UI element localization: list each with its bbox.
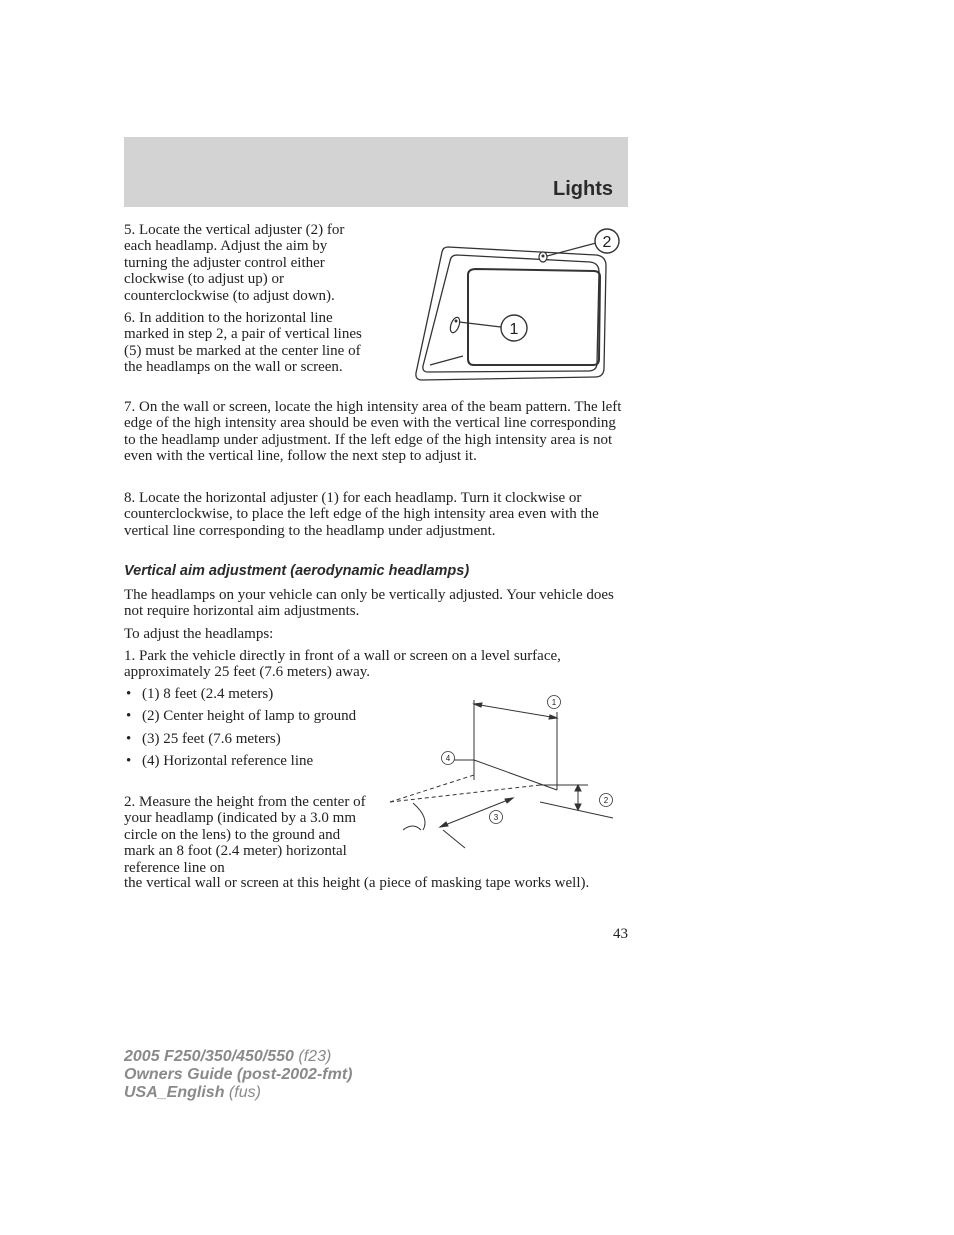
figure1-callout-2: 2 bbox=[602, 234, 612, 251]
figure2-callout-3: 3 bbox=[493, 813, 499, 822]
vertical-step-2-paragraph: 2. Measure the height from the center of your headlamp (indicated by a 3.0 mm circle on the lens) to the ground and mark an 8 foot (2.4 meter) horizontal reference line on bbox=[124, 794, 366, 876]
footer-language: USA_English bbox=[124, 1084, 225, 1101]
page-number: 43 bbox=[613, 926, 628, 942]
section-title: Lights bbox=[553, 178, 613, 200]
vertical-adjuster-icon bbox=[539, 252, 547, 262]
figure2-callout-2: 2 bbox=[603, 796, 609, 805]
list-item: • (3) 25 feet (7.6 meters) bbox=[126, 730, 281, 747]
footer-language-code: (fus) bbox=[228, 1084, 261, 1101]
step-7-paragraph: 7. On the wall or screen, locate the high intensity area of the beam pattern. The left edge of the high intensity area should be even with the vertical line corresponding to the headlamp under adjustment. If the left edge of the high intensity area is not even with the vertical line, follow the next step to adjust it. bbox=[124, 399, 622, 465]
vertical-aim-subheading: Vertical aim adjustment (aerodynamic headlamps) bbox=[124, 563, 470, 579]
aiming-distance-figure bbox=[385, 690, 625, 855]
list-item: • (4) Horizontal reference line bbox=[126, 753, 314, 770]
bullet-icon: • bbox=[126, 730, 132, 747]
intro-paragraph: The headlamps on your vehicle can only be vertically adjusted. Your vehicle does not require horizontal aim adjustments. bbox=[124, 587, 614, 620]
bullet-icon: • bbox=[126, 753, 132, 770]
bullet-icon: • bbox=[126, 708, 132, 725]
list-item: • (1) 8 feet (2.4 meters) bbox=[126, 686, 274, 702]
adjust-intro-paragraph: To adjust the headlamps: bbox=[124, 626, 274, 642]
footer-model-code: (f23) bbox=[298, 1048, 332, 1065]
section-header bbox=[124, 137, 628, 207]
step-5-paragraph: 5. Locate the vertical adjuster (2) for each headlamp. Adjust the aim by turning the adjuster control either clockwise (to adjust up) or counterclockwise (to adjust down). bbox=[124, 222, 345, 304]
vertical-step-1-paragraph: 1. Park the vehicle directly in front of a wall or screen on a level surface, approximately 25 feet (7.6 meters) away. bbox=[124, 648, 561, 681]
step-8-paragraph: 8. Locate the horizontal adjuster (1) for each headlamp. Turn it clockwise or counterclockwise, to place the left edge of the high intensity area even with the vertical line corresponding to the headlamp under adjustment. bbox=[124, 490, 599, 539]
vertical-step-2-continued: the vertical wall or screen at this height (a piece of masking tape works well). bbox=[124, 875, 590, 891]
headlamp-adjuster-figure bbox=[410, 225, 630, 385]
horizontal-adjuster-icon bbox=[449, 316, 462, 334]
footer-guide: Owners Guide (post-2002-fmt) bbox=[124, 1066, 353, 1083]
document-footer bbox=[124, 1048, 352, 1102]
figure1-callout-1: 1 bbox=[509, 321, 519, 338]
legend-list bbox=[124, 686, 374, 776]
bullet-icon: • bbox=[126, 686, 132, 702]
list-item: • (2) Center height of lamp to ground bbox=[126, 708, 357, 725]
figure2-callout-1: 1 bbox=[551, 698, 557, 707]
figure2-callout-4: 4 bbox=[445, 754, 451, 763]
footer-model: 2005 F250/350/450/550 bbox=[124, 1048, 294, 1065]
step-6-paragraph: 6. In addition to the horizontal line marked in step 2, a pair of vertical lines (5) must be marked at the center line of the headlamps on the wall or screen. bbox=[124, 310, 362, 376]
